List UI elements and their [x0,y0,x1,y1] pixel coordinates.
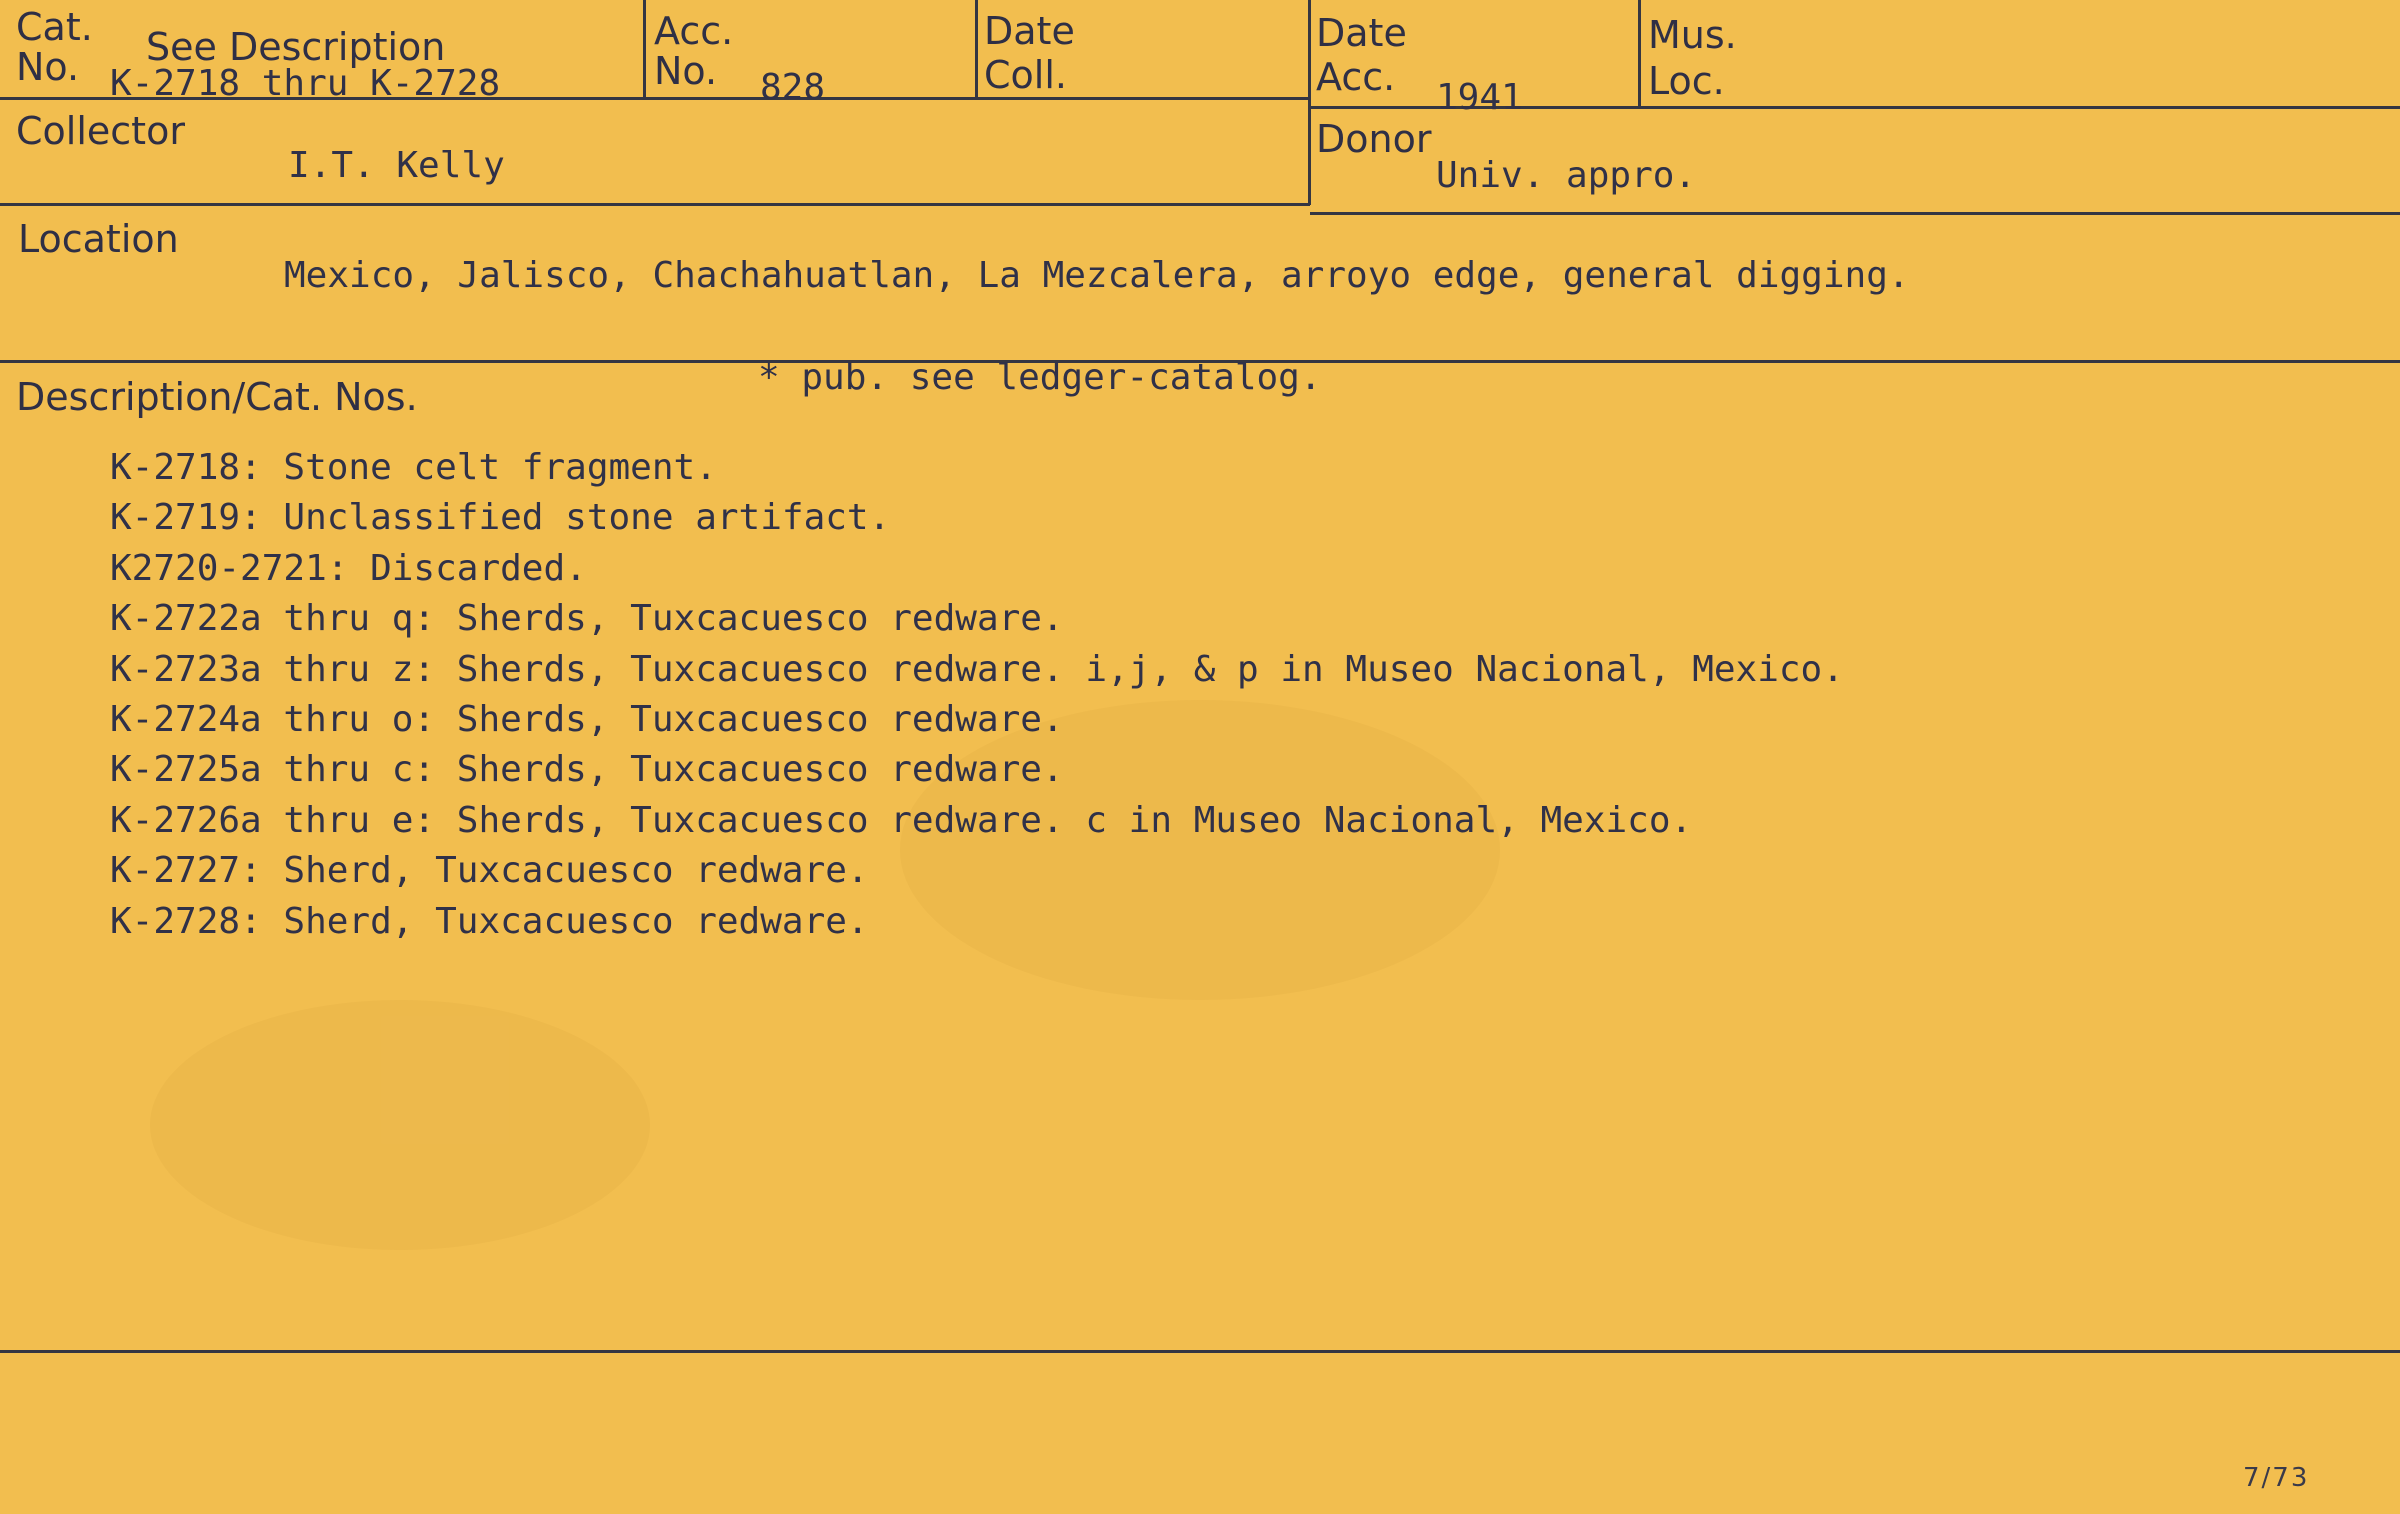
list-item: K-2722a thru q: Sherds, Tuxcacuesco redware. [110,598,1064,640]
collector-value: I.T. Kelly [288,145,505,186]
date-coll-label: Date [984,9,1075,53]
date-coll-label-2: Coll. [984,53,1067,97]
card-number-mark: 7/73 [2243,1463,2310,1493]
cat-no-label: No. [16,45,80,89]
donor-value: Univ. appro. [1436,155,1697,196]
cat-value-see-description: See Description [146,25,446,69]
acc-value: 828 [760,67,826,108]
date-acc-label-2: Acc. [1316,55,1396,99]
collector-label: Collector [16,109,185,153]
cat-acc-divider [643,0,646,97]
list-item: K-2728: Sherd, Tuxcacuesco redware. [110,900,869,942]
acc-label: Acc. [654,9,734,53]
acc-no-label: No. [654,49,718,93]
list-item: K2720-2721: Discarded. [110,547,587,589]
dateacc-musloc-divider [1638,0,1641,106]
date-acc-label: Date [1316,11,1407,55]
cat-label: Cat. [16,5,93,49]
mus-label: Mus. [1648,13,1737,57]
description-label: Description/Cat. Nos. [16,375,418,419]
list-item: K-2726a thru e: Sherds, Tuxcacuesco redware. c in Museo Nacional, Mexico. [110,799,1693,841]
location-label: Location [18,217,179,261]
mus-loc-label: Loc. [1648,59,1725,103]
description-list [110,443,1844,947]
list-item: K-2719: Unclassified stone artifact. [110,497,891,539]
list-item: K-2724a thru o: Sherds, Tuxcacuesco redware. [110,698,1064,740]
description-bottom-rule [0,1350,2400,1353]
list-item: K-2725a thru c: Sherds, Tuxcacuesco redware. [110,749,1064,791]
paper-stain [150,1000,650,1250]
collector-bottom-rule [0,203,1310,206]
list-item: K-2727: Sherd, Tuxcacuesco redware. [110,850,869,892]
list-item: K-2723a thru z: Sherds, Tuxcacuesco redware. i,j, & p in Museo Nacional, Mexico. [110,648,1844,690]
publication-note: * pub. see ledger-catalog. [758,357,1322,398]
location-value: Mexico, Jalisco, Chachahuatlan, La Mezcalera, arroyo edge, general digging. [284,255,1910,296]
cat-value: K-2718 thru K-2728 [110,63,501,104]
date-acc-value: 1941 [1436,77,1523,118]
datecoll-dateacc-divider [1308,0,1311,205]
donor-bottom-rule [1310,212,2400,215]
acc-datecoll-divider [975,0,978,97]
list-item: K-2718: Stone celt fragment. [110,447,717,488]
donor-label: Donor [1316,117,1432,161]
